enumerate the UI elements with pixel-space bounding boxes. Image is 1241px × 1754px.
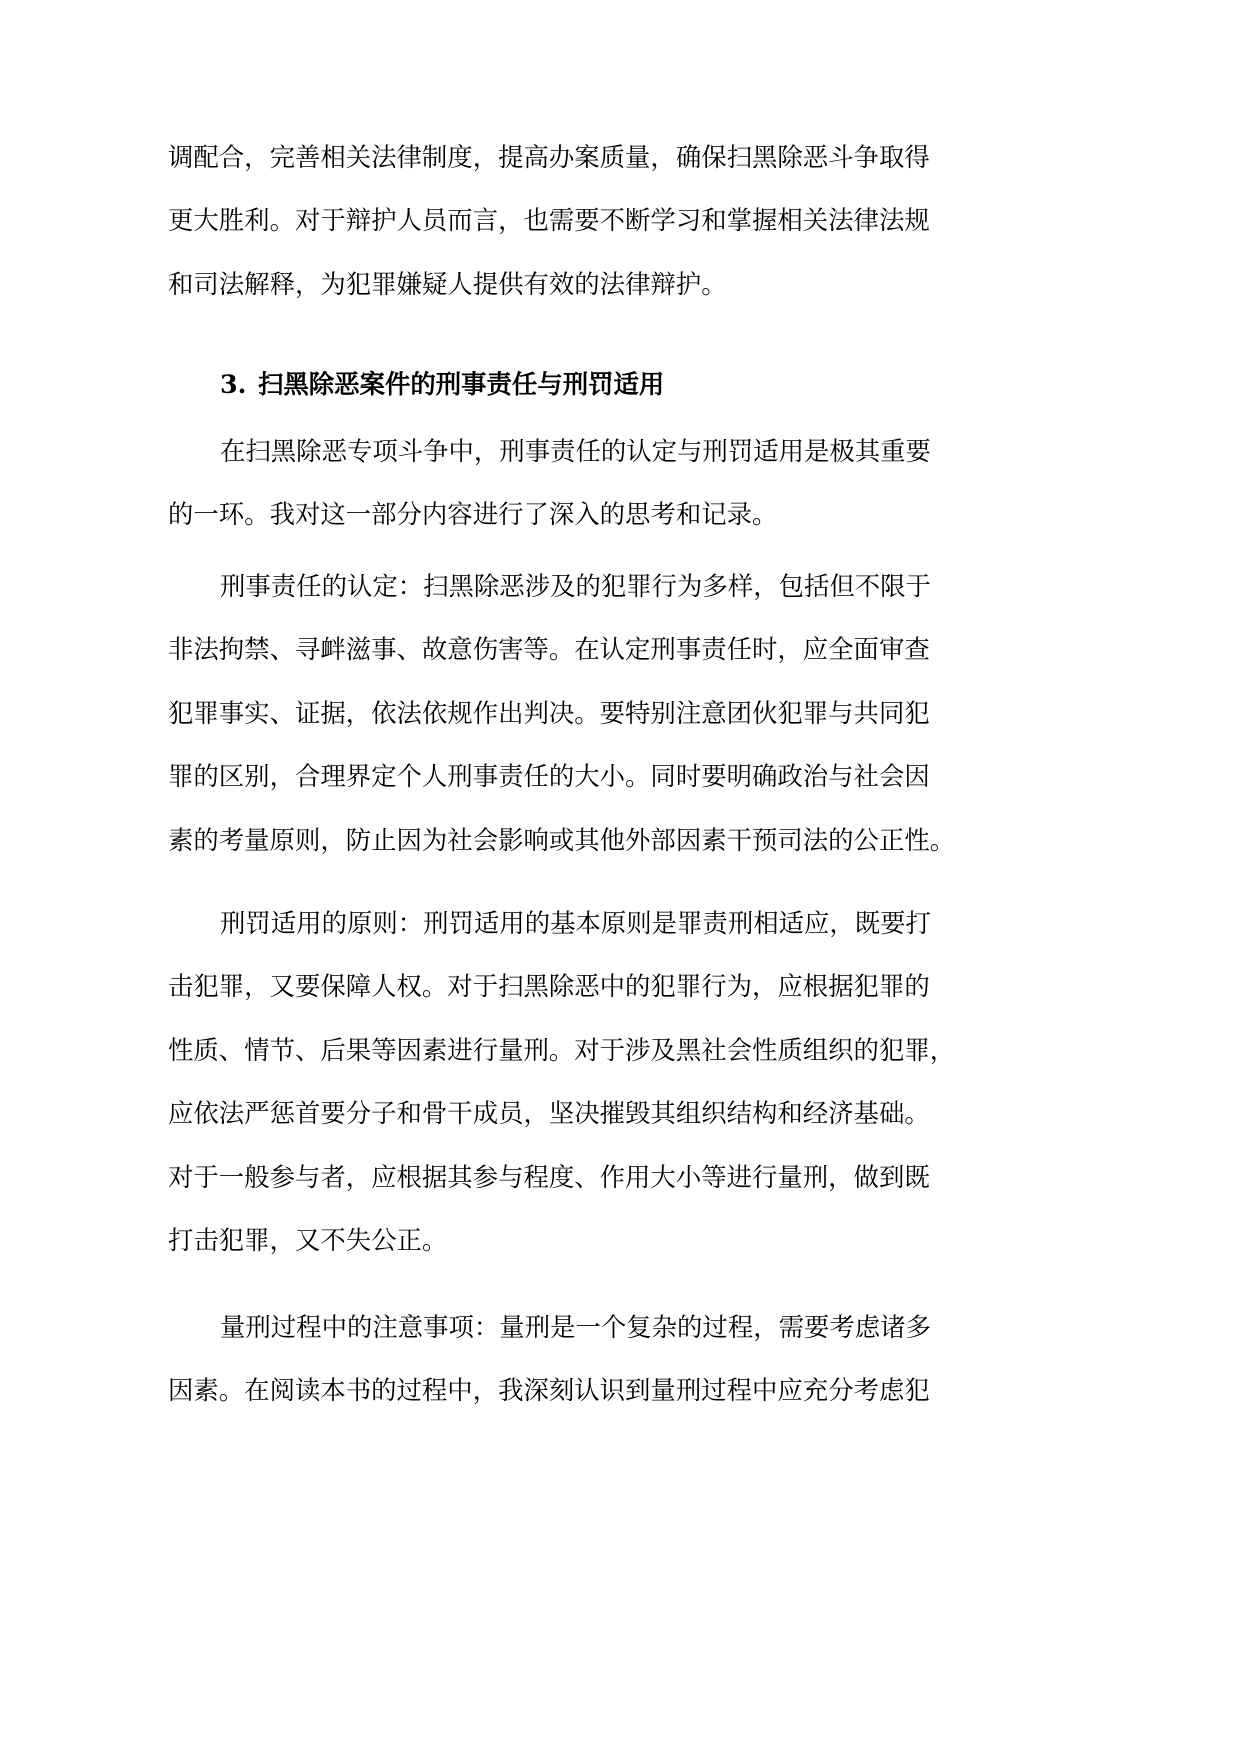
text-line: 刑事责任的认定：扫黑除恶涉及的犯罪行为多样，包括但不限于 bbox=[220, 571, 931, 601]
text-line: 性质、情节、后果等因素进行量刑。对于涉及黑社会性质组织的犯罪， bbox=[168, 1034, 956, 1065]
text-line: 对于一般参与者，应根据其参与程度、作用大小等进行量刑，做到既 bbox=[168, 1161, 930, 1192]
continuation-paragraph bbox=[168, 126, 944, 316]
paragraph-sentencing-principles bbox=[168, 892, 956, 1272]
section-number: 3. bbox=[220, 369, 247, 399]
text-line: 非法拘禁、寻衅滋事、故意伤害等。在认定刑事责任时，应全面审查 bbox=[168, 634, 930, 665]
text-line: 素的考量原则，防止因为社会影响或其他外部因素干预司法的公正性。 bbox=[168, 824, 956, 855]
text-line: 因素。在阅读本书的过程中，我深刻认识到量刑过程中应充分考虑犯 bbox=[168, 1375, 930, 1406]
text-line: 调配合，完善相关法律制度，提高办案质量，确保扫黑除恶斗争取得 bbox=[168, 142, 930, 172]
text-line: 应依法严惩首要分子和骨干成员，坚决摧毁其组织结构和经济基础。 bbox=[168, 1098, 930, 1129]
text-line: 罪的区别，合理界定个人刑事责任的大小。同时要明确政治与社会因 bbox=[168, 761, 930, 792]
section-title: 扫黑除恶案件的刑事责任与刑罚适用 bbox=[258, 369, 665, 399]
text-line: 更大胜利。对于辩护人员而言，也需要不断学习和掌握相关法律法规 bbox=[168, 205, 930, 236]
text-line: 量刑过程中的注意事项：量刑是一个复杂的过程，需要考虑诸多 bbox=[220, 1312, 931, 1342]
paragraph-sentencing-notes bbox=[168, 1296, 944, 1423]
section-heading bbox=[220, 358, 664, 410]
text-line: 和司法解释，为犯罪嫌疑人提供有效的法律辩护。 bbox=[168, 268, 727, 299]
text-line: 在扫黑除恶专项斗争中，刑事责任的认定与刑罚适用是极其重要 bbox=[220, 436, 931, 466]
text-line: 的一环。我对这一部分内容进行了深入的思考和记录。 bbox=[168, 499, 778, 530]
paragraph-intro bbox=[168, 420, 944, 547]
text-line: 刑罚适用的原则：刑罚适用的基本原则是罪责刑相适应，既要打 bbox=[220, 908, 931, 938]
text-line: 击犯罪，又要保障人权。对于扫黑除恶中的犯罪行为，应根据犯罪的 bbox=[168, 971, 930, 1002]
paragraph-criminal-liability bbox=[168, 555, 956, 872]
text-line: 犯罪事实、证据，依法依规作出判决。要特别注意团伙犯罪与共同犯 bbox=[168, 697, 930, 728]
text-line: 打击犯罪，又不失公正。 bbox=[168, 1224, 448, 1255]
